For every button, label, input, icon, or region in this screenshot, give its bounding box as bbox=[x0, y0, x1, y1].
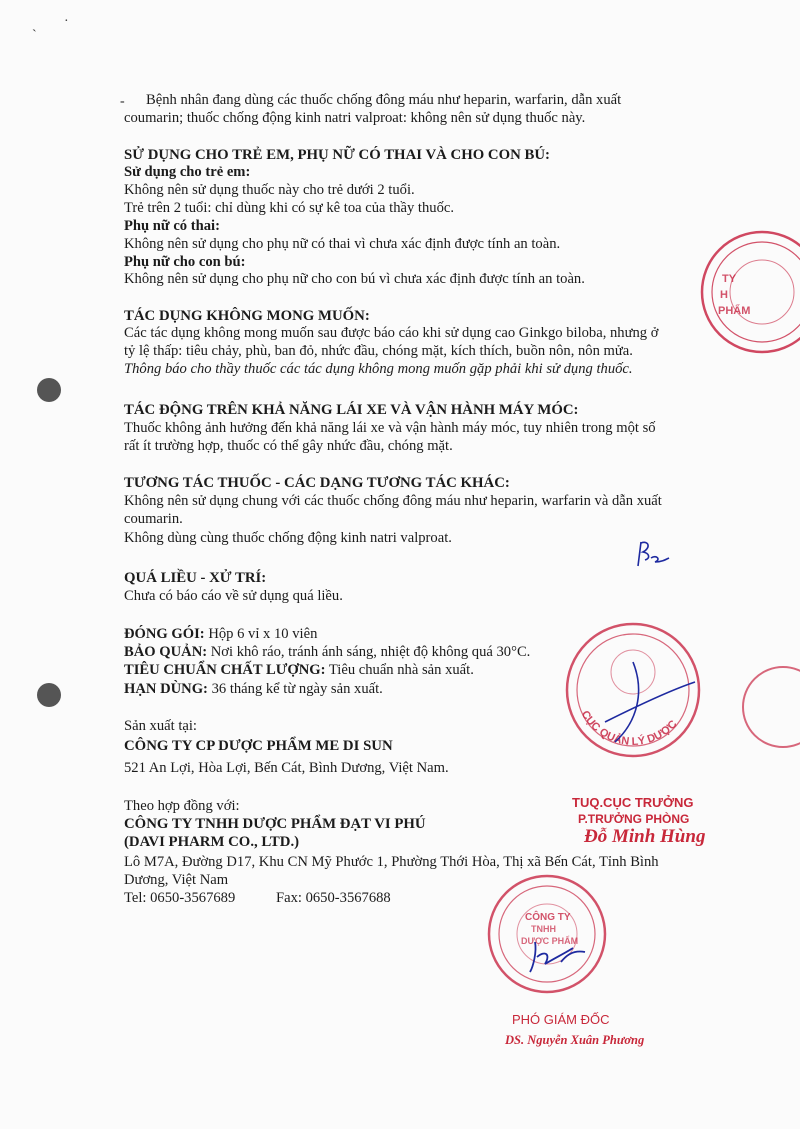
side-effects-line-2: tỷ lệ thấp: tiêu chảy, phù, ban đỏ, nhức đầu, chóng mặt, kích thích, buồn nôn, nôn mửa. bbox=[124, 343, 633, 359]
pregnant-subheading: Phụ nữ có thai: bbox=[124, 218, 220, 234]
pregnant-line-1: Không nên sử dụng cho phụ nữ có thai vì chưa xác định được tính an toàn. bbox=[124, 236, 561, 252]
svg-text:PHẨM: PHẨM bbox=[718, 305, 751, 317]
manufacturer-name: CÔNG TY CP DƯỢC PHẨM ME DI SUN bbox=[124, 738, 393, 754]
storage-line: BẢO QUẢN: Nơi khô ráo, tránh ánh sáng, nhiệt độ không quá 30°C. bbox=[124, 644, 531, 660]
side-effects-heading: TÁC DỤNG KHÔNG MONG MUỐN: bbox=[124, 308, 370, 324]
company-stamp bbox=[475, 872, 625, 1002]
interactions-line-1: Không nên sử dụng chung với các thuốc chống đông máu như heparin, warfarin và dẫn xuất bbox=[124, 493, 662, 509]
nursing-line-1: Không nên sử dụng cho phụ nữ cho con bú vì chưa xác định được tính an toàn. bbox=[124, 271, 585, 287]
punch-hole bbox=[37, 378, 61, 402]
patients-note-line-2: coumarin; thuốc chống động kinh natri valproat: không nên sử dụng thuốc này. bbox=[124, 110, 586, 126]
bullet-dash: - bbox=[120, 94, 125, 109]
side-effects-line-3: Thông báo cho thầy thuốc các tác dụng không mong muốn gặp phải khi sử dụng thuốc. bbox=[124, 361, 633, 377]
packaging-line: ĐÓNG GÓI: Hộp 6 vỉ x 10 viên bbox=[124, 626, 318, 642]
patients-note-line-1: Bệnh nhân đang dùng các thuốc chống đông máu như heparin, warfarin, dẫn xuất bbox=[146, 92, 622, 108]
contractor-tel: Tel: 0650-3567689 bbox=[124, 890, 236, 906]
contractor-name: CÔNG TY TNHH DƯỢC PHẨM ĐẠT VI PHÚ bbox=[124, 816, 426, 832]
approval-signer: Đỗ Minh Hùng bbox=[584, 826, 706, 847]
svg-text:CÔNG TY: CÔNG TY bbox=[525, 912, 571, 923]
overdose-heading: QUÁ LIỀU - XỬ TRÍ: bbox=[124, 570, 267, 586]
driving-line-2: rất ít trường hợp, thuốc có thể gây nhức đầu, chóng mặt. bbox=[124, 438, 453, 454]
svg-text:CỤC QUẢN LÝ DƯỢC: CỤC QUẢN LÝ DƯỢC bbox=[578, 708, 680, 748]
interactions-line-2: coumarin. bbox=[124, 511, 183, 527]
svg-text:DƯỢC PHẨM: DƯỢC PHẨM bbox=[521, 936, 579, 946]
manufacturer-intro: Sản xuất tại: bbox=[124, 718, 197, 734]
interactions-heading: TƯƠNG TÁC THUỐC - CÁC DẠNG TƯƠNG TÁC KHÁC: bbox=[124, 475, 510, 491]
children-pregnancy-heading: SỬ DỤNG CHO TRẺ EM, PHỤ NỮ CÓ THAI VÀ CHO CON BÚ: bbox=[124, 147, 550, 163]
children-subheading: Sử dụng cho trẻ em: bbox=[124, 164, 251, 180]
driving-line-1: Thuốc không ảnh hưởng đến khả năng lái xe và vận hành máy móc, tuy nhiên trong một số bbox=[124, 420, 656, 436]
punch-hole bbox=[37, 683, 61, 707]
svg-text:H: H bbox=[720, 289, 728, 301]
scan-mark: · bbox=[64, 14, 69, 29]
svg-text:TNHH: TNHH bbox=[531, 924, 556, 934]
company-stamp-top bbox=[700, 222, 800, 362]
overdose-line-1: Chưa có báo cáo về sử dụng quá liều. bbox=[124, 588, 343, 604]
contractor-name-en: (DAVI PHARM CO., LTD.) bbox=[124, 834, 300, 850]
interactions-line-3: Không dùng cùng thuốc chống động kinh natri valproat. bbox=[124, 530, 452, 546]
contractor-fax: Fax: 0650-3567688 bbox=[276, 890, 391, 906]
contractor-intro: Theo hợp đồng với: bbox=[124, 798, 240, 814]
contractor-address-1: Lô M7A, Đường D17, Khu CN Mỹ Phước 1, Phường Thới Hòa, Thị xã Bến Cát, Tỉnh Bình bbox=[124, 854, 659, 870]
company-signer: DS. Nguyễn Xuân Phương bbox=[505, 1033, 645, 1047]
children-line-1: Không nên sử dụng thuốc này cho trẻ dưới 2 tuổi. bbox=[124, 182, 415, 198]
initials-signature bbox=[635, 538, 673, 570]
standard-line: TIÊU CHUẨN CHẤT LƯỢNG: Tiêu chuẩn nhà sản xuất. bbox=[124, 662, 474, 678]
scan-mark: ` bbox=[32, 28, 37, 43]
bureau-stamp bbox=[515, 622, 800, 782]
contractor-address-2: Dương, Việt Nam bbox=[124, 872, 229, 888]
company-sign-title: PHÓ GIÁM ĐỐC bbox=[512, 1012, 610, 1027]
side-effects-line-1: Các tác dụng không mong muốn sau được báo cáo khi sử dụng cao Ginkgo biloba, nhưng ở bbox=[124, 325, 659, 341]
driving-heading: TÁC ĐỘNG TRÊN KHẢ NĂNG LÁI XE VÀ VẬN HÀNH MÁY MÓC: bbox=[124, 402, 579, 418]
expiry-line: HẠN DÙNG: 36 tháng kể từ ngày sản xuất. bbox=[124, 681, 383, 697]
approval-title-2: P.TRƯỞNG PHÒNG bbox=[578, 812, 690, 826]
nursing-subheading: Phụ nữ cho con bú: bbox=[124, 254, 246, 270]
manufacturer-address: 521 An Lợi, Hòa Lợi, Bến Cát, Bình Dương, Việt Nam. bbox=[124, 760, 449, 776]
svg-text:TY: TY bbox=[722, 273, 737, 285]
children-line-2: Trẻ trên 2 tuổi: chỉ dùng khi có sự kê toa của thầy thuốc. bbox=[124, 200, 454, 216]
approval-title-1: TUQ.CỤC TRƯỞNG bbox=[572, 795, 694, 810]
